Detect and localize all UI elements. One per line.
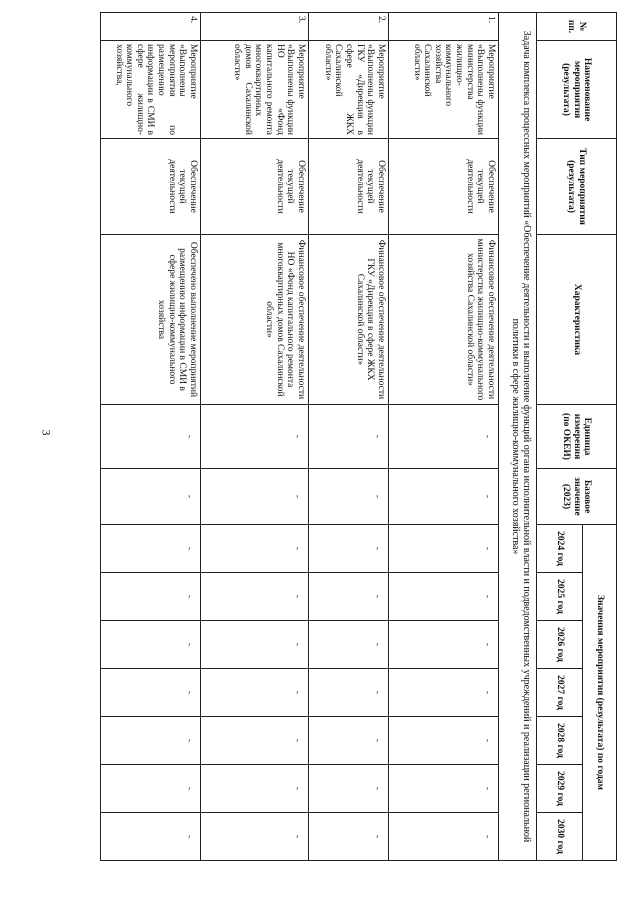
row-name: Мероприятие «Выполнены функции НО «Фонд капитального ремонта многоквартирных домов Сахалинской области» <box>201 41 309 139</box>
row-value: - <box>309 525 389 573</box>
row-characteristic: Обеспечено выполнение мероприятий размещению информации в СМИ в сфере жилищно-коммунального хозяйства <box>101 235 201 405</box>
row-name: Мероприятие «Выполнены функции ГКУ «Дирекция в сфере ЖКХ Сахалинской области» <box>309 41 389 139</box>
row-value: - <box>309 813 389 861</box>
header-values-by-year: Значения мероприятия (результата) по годам <box>583 525 617 861</box>
header-name: Наименование мероприятия (результата) <box>537 41 617 139</box>
row-type: Обеспечение текущей деятельности <box>201 139 309 235</box>
section-title: Задача комплекса процессных мероприятий «Обеспечение деятельности и выполнение функций органа исполнительной власти и подведомственных учреждений и реализации региональной политики в сфере жилищно-коммунального хозяйства» <box>499 13 537 861</box>
row-value: - <box>201 813 309 861</box>
row-value: - <box>201 621 309 669</box>
row-value: - <box>201 669 309 717</box>
row-value: - <box>389 525 499 573</box>
table-row <box>101 13 201 861</box>
page-number: 3 <box>39 429 54 436</box>
row-value: - <box>389 717 499 765</box>
row-value: - <box>201 525 309 573</box>
row-value: - <box>101 573 201 621</box>
row-value: - <box>101 813 201 861</box>
measures-table <box>100 12 617 861</box>
row-value: - <box>101 525 201 573</box>
row-type: Обеспечение текущей деятельности <box>101 139 201 235</box>
row-value: - <box>309 717 389 765</box>
header-year: 2029 год <box>537 765 583 813</box>
header-unit: Единица измерения (по ОКЕИ) <box>537 405 617 469</box>
row-unit: - <box>389 405 499 469</box>
row-value: - <box>201 765 309 813</box>
header-type: Тип мероприятия (результата) <box>537 139 617 235</box>
table-row <box>389 13 499 861</box>
row-num: 3. <box>201 13 309 41</box>
row-value: - <box>101 621 201 669</box>
row-characteristic: Финансовое обеспечение деятельности НО «Фонд капитального ремонта многоквартирных домов Сахалинской области» <box>201 235 309 405</box>
row-value: - <box>389 813 499 861</box>
row-characteristic: Финансовое обеспечение деятельности ГКУ «Дирекция в сфере ЖКХ Сахалинской области» <box>309 235 389 405</box>
header-year: 2026 год <box>537 621 583 669</box>
row-base: - <box>389 469 499 525</box>
row-characteristic: Финансовое обеспечение деятельности министерства жилищно-коммунального хозяйства Сахалинской области» <box>389 235 499 405</box>
row-type: Обеспечение текущей деятельности <box>309 139 389 235</box>
row-base: - <box>101 469 201 525</box>
row-num: 2. <box>309 13 389 41</box>
header-year: 2028 год <box>537 717 583 765</box>
header-num: № пп. <box>537 13 617 41</box>
row-value: - <box>389 573 499 621</box>
row-value: - <box>201 717 309 765</box>
row-value: - <box>309 573 389 621</box>
row-unit: - <box>309 405 389 469</box>
row-num: 4. <box>101 13 201 41</box>
table-row <box>309 13 389 861</box>
row-value: - <box>101 669 201 717</box>
row-value: - <box>309 765 389 813</box>
rotated-table-page <box>62 12 617 860</box>
row-name: Мероприятие «Выполнены функции министерства жилищно-коммунального хозяйства Сахалинской области» <box>389 41 499 139</box>
row-value: - <box>389 765 499 813</box>
row-unit: - <box>101 405 201 469</box>
row-type: Обеспечение текущей деятельности <box>389 139 499 235</box>
row-value: - <box>309 621 389 669</box>
row-base: - <box>201 469 309 525</box>
row-value: - <box>101 765 201 813</box>
table-row <box>201 13 309 861</box>
row-num: 1. <box>389 13 499 41</box>
row-value: - <box>309 669 389 717</box>
row-value: - <box>101 717 201 765</box>
header-year: 2024 год <box>537 525 583 573</box>
header-year: 2025 год <box>537 573 583 621</box>
row-value: - <box>389 621 499 669</box>
header-year: 2027 год <box>537 669 583 717</box>
row-value: - <box>201 573 309 621</box>
row-base: - <box>309 469 389 525</box>
header-base: Базовое значение (2023) <box>537 469 617 525</box>
header-year: 2030 год <box>537 813 583 861</box>
header-characteristic: Характеристика <box>537 235 617 405</box>
row-value: - <box>389 669 499 717</box>
row-name: Мероприятие «Выполнены мероприятия по размещению информации в СМИ в сфере жилищно-коммунального хозяйства, <box>101 41 201 139</box>
row-unit: - <box>201 405 309 469</box>
